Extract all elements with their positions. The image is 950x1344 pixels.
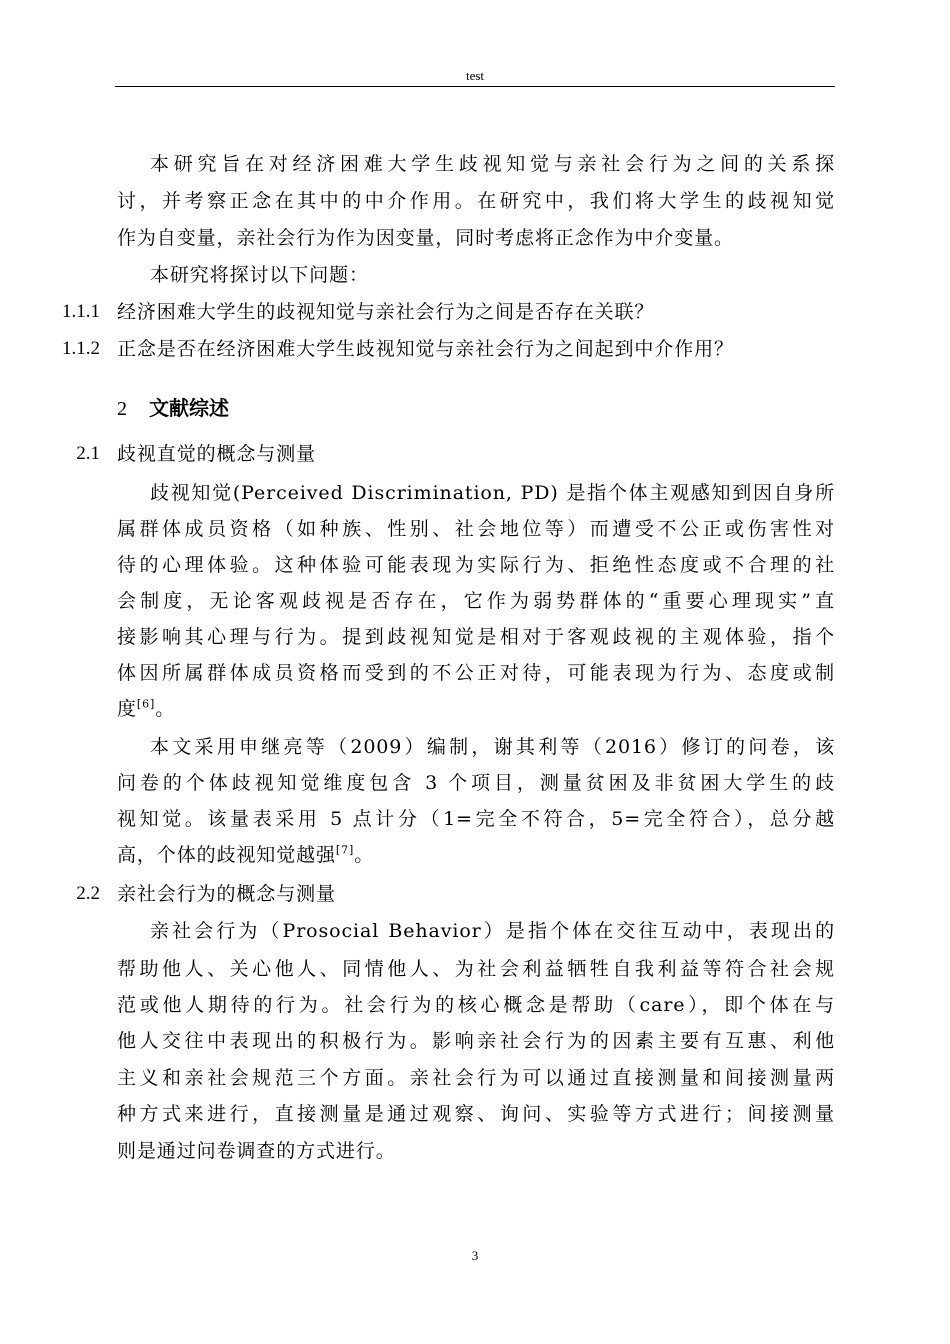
header-text: test: [465, 68, 485, 83]
body-line: 问卷的个体歧视知觉维度包含 3 个项目，测量贫困及非贫困大学生的歧: [117, 772, 835, 794]
body-line: 会制度，无论客观歧视是否存在，它作为弱势群体的“重要心理现实”直: [117, 590, 835, 612]
subsection-title: 亲社会行为的概念与测量: [117, 883, 336, 905]
subsection-number: 2.2: [76, 883, 100, 904]
body-line: 作为自变量，亲社会行为作为因变量，同时考虑将正念作为中介变量。: [117, 227, 734, 249]
body-line: 他人交往中表现出的积极行为。影响亲社会行为的因素主要有互惠、利他: [117, 1030, 835, 1052]
body-line: 本研究将探讨以下问题：: [150, 264, 369, 286]
question-number: 1.1.1: [62, 301, 100, 322]
body-line: 本研究旨在对经济困难大学生歧视知觉与亲社会行为之间的关系探: [150, 153, 835, 175]
citation: [6]: [136, 697, 156, 711]
body-line: [117, 697, 835, 721]
question-text: 正念是否在经济困难大学生歧视知觉与亲社会行为之间起到中介作用？: [117, 338, 734, 360]
body-line: 种方式来进行，直接测量是通过观察、询问、实验等方式进行；间接测量: [117, 1103, 835, 1125]
body-line: 亲社会行为（Prosocial Behavior）是指个体在交往互动中，表现出的: [150, 920, 835, 942]
body-text: 度: [117, 698, 137, 720]
subsection-title: 歧视直觉的概念与测量: [117, 443, 317, 465]
body-line: 讨，并考察正念在其中的中介作用。在研究中，我们将大学生的歧视知觉: [117, 190, 835, 212]
body-line: 范或他人期待的行为。社会行为的核心概念是帮助（care），即个体在与: [117, 994, 835, 1016]
header-rule: [115, 86, 835, 87]
subsection-number: 2.1: [76, 443, 100, 464]
body-line: 接影响其心理与行为。提到歧视知觉是相对于客观歧视的主观体验，指个: [117, 626, 835, 648]
citation: [7]: [335, 843, 355, 857]
body-line: 体因所属群体成员资格而受到的不公正对待，可能表现为行为、态度或制: [117, 662, 835, 684]
section-number: 2: [117, 398, 127, 420]
question-text: 经济困难大学生的歧视知觉与亲社会行为之间是否存在关联？: [117, 301, 655, 323]
body-line: [117, 843, 835, 867]
body-line: 歧视知觉(Perceived Discrimination, PD) 是指个体主观感知到因自身所: [150, 482, 835, 504]
body-line: 待的心理体验。这种体验可能表现为实际行为、拒绝性态度或不合理的社: [117, 554, 835, 576]
page-number: 3: [471, 1248, 479, 1263]
body-text: 。: [354, 844, 375, 866]
body-line: 则是通过问卷调查的方式进行。: [117, 1140, 396, 1162]
body-line: 视知觉。该量表采用 5 点计分（1=完全不符合，5=完全符合），总分越: [117, 808, 835, 830]
body-line: 属群体成员资格（如种族、性别、社会地位等）而遭受不公正或伤害性对: [117, 518, 835, 540]
question-number: 1.1.2: [62, 338, 100, 359]
body-text: 。: [155, 698, 176, 720]
section-heading: [117, 396, 229, 421]
body-line: 帮助他人、关心他人、同情他人、为社会利益牺牲自我利益等符合社会规: [117, 958, 835, 980]
body-text: 高，个体的歧视知觉越强: [117, 844, 336, 866]
body-line: 本文采用申继亮等（2009）编制，谢其利等（2016）修订的问卷，该: [150, 736, 835, 758]
section-title: 文献综述: [149, 396, 229, 420]
body-line: 主义和亲社会规范三个方面。亲社会行为可以通过直接测量和间接测量两: [117, 1067, 835, 1089]
